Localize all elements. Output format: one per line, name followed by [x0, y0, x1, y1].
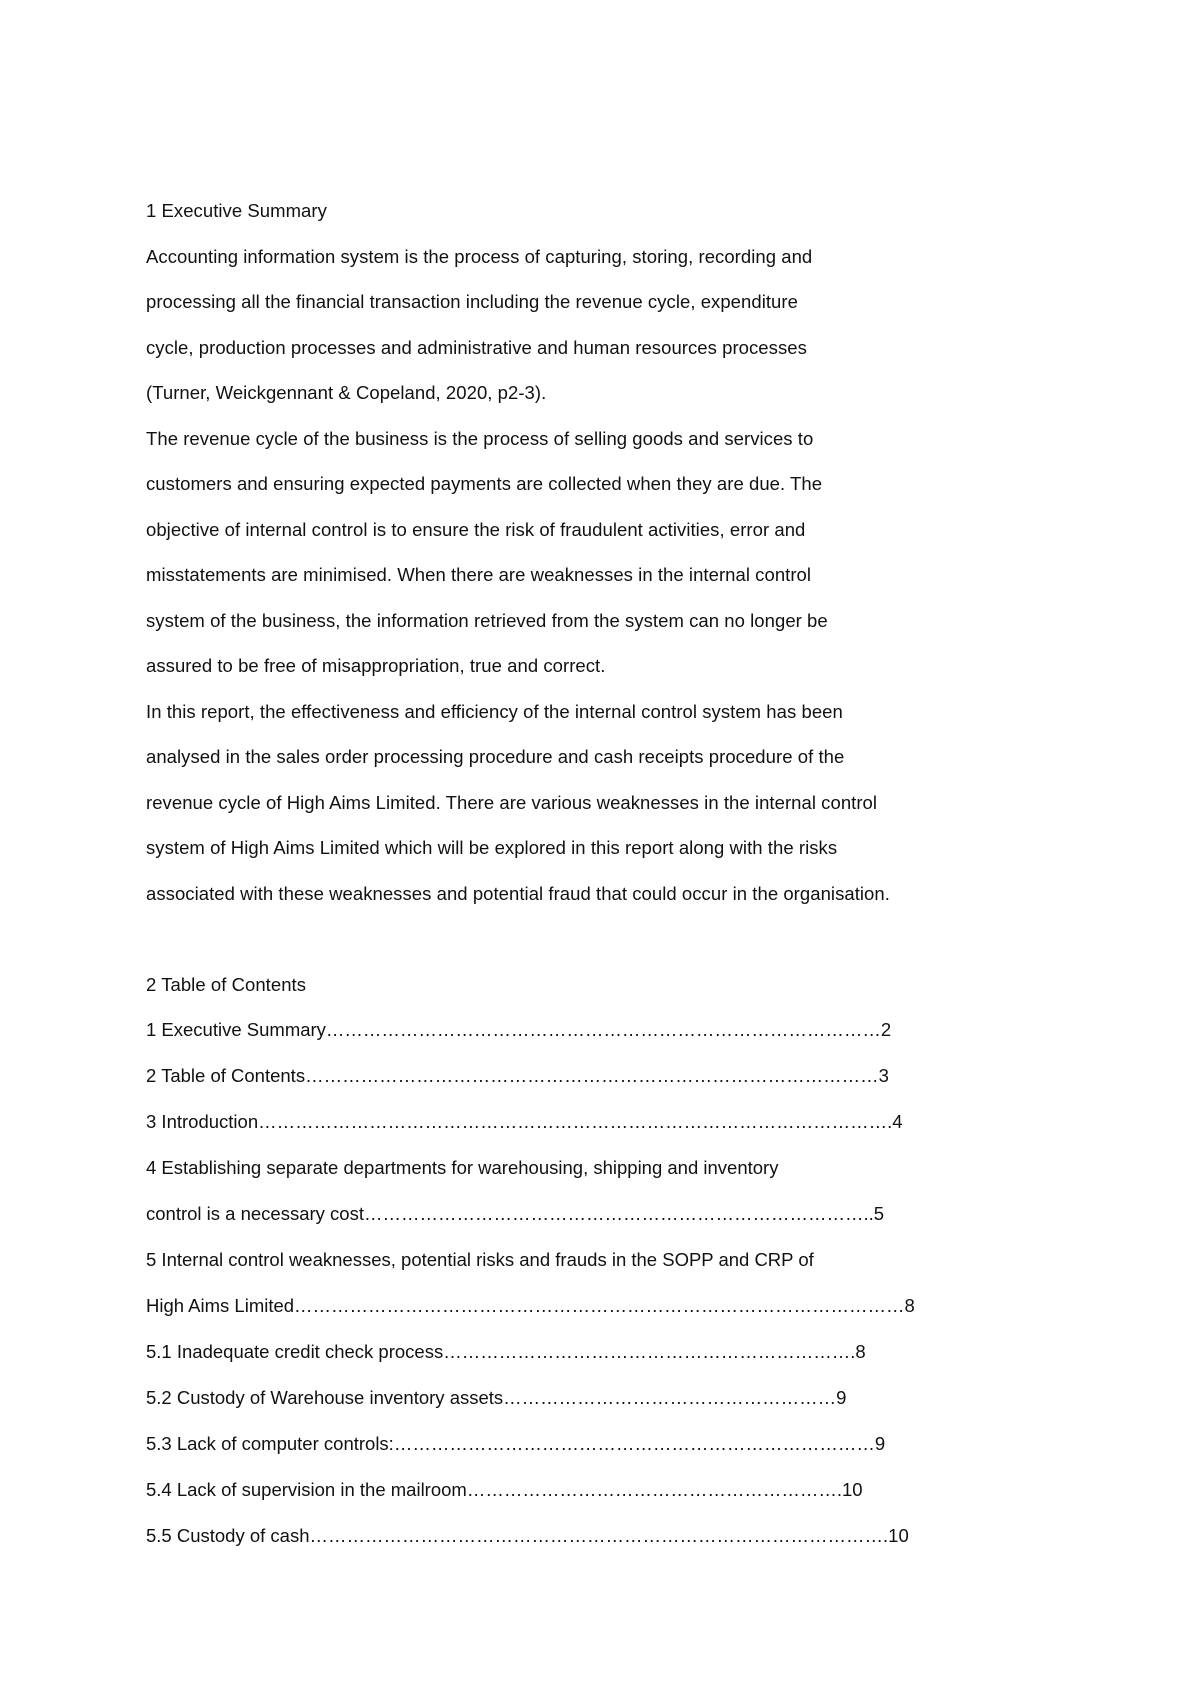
paragraph-line: system of the business, the information retrieved from the system can no longer be [146, 609, 828, 631]
paragraph-line: revenue cycle of High Aims Limited. There are various weaknesses in the internal control [146, 791, 878, 813]
section-spacer [146, 916, 1046, 962]
toc-entry: 5.4 Lack of supervision in the mailroom…………………………………………………….10 [146, 1479, 863, 1500]
executive-summary-paragraph-1 [146, 234, 1046, 416]
toc-entry: 4 Establishing separate departments for warehousing, shipping and inventory [146, 1157, 779, 1178]
paragraph-line: objective of internal control is to ensure the risk of fraudulent activities, error and [146, 518, 806, 540]
paragraph-line: analysed in the sales order processing procedure and cash receipts procedure of the [146, 746, 845, 767]
toc-entry: 5.2 Custody of Warehouse inventory assets………………………………………………9 [146, 1387, 847, 1408]
paragraph-line: (Turner, Weickgennant & Copeland, 2020, p2-3). [146, 382, 547, 403]
executive-summary-paragraph-3 [146, 689, 1046, 917]
paragraph-line: assured to be free of misappropriation, true and correct. [146, 655, 606, 676]
paragraph-line: Accounting information system is the process of capturing, storing, recording and [146, 245, 813, 267]
executive-summary-heading: 1 Executive Summary [146, 200, 327, 221]
toc-entry: 5.5 Custody of cash………………………………………………………………………………….10 [146, 1525, 909, 1546]
toc-entry: control is a necessary cost………………………………………………………………………..5 [146, 1203, 885, 1224]
paragraph-line: system of High Aims Limited which will be explored in this report along with the risks [146, 837, 838, 858]
paragraph-line: In this report, the effectiveness and efficiency of the internal control system has been [146, 700, 843, 722]
toc-entry: 5.1 Inadequate credit check process………………………………………………………….8 [146, 1341, 866, 1362]
paragraph-line: cycle, production processes and administrative and human resources processes [146, 336, 807, 358]
executive-summary-paragraph-2 [146, 416, 1046, 689]
page-content [146, 188, 1046, 1559]
toc-entry: 3 Introduction………………………………………………………………………………………….4 [146, 1111, 903, 1132]
table-of-contents-heading: 2 Table of Contents [146, 973, 307, 995]
paragraph-line: associated with these weaknesses and potential fraud that could occur in the organisation. [146, 882, 890, 904]
paragraph-line: misstatements are minimised. When there are weaknesses in the internal control [146, 564, 812, 585]
toc-entry: 5.3 Lack of computer controls:……………………………………………………………………9 [146, 1433, 886, 1454]
toc-entry: 5 Internal control weaknesses, potential risks and frauds in the SOPP and CRP of [146, 1249, 814, 1270]
toc-entry: High Aims Limited………………………………………………………………………………………8 [146, 1295, 915, 1316]
paragraph-line: customers and ensuring expected payments are collected when they are due. The [146, 473, 823, 494]
toc-entry: 1 Executive Summary………………………………………………………………………………2 [146, 1019, 892, 1040]
paragraph-line: processing all the financial transaction including the revenue cycle, expenditure [146, 291, 798, 312]
toc-entry: 2 Table of Contents…………………………………………………………………………………3 [146, 1065, 889, 1086]
paragraph-line: The revenue cycle of the business is the process of selling goods and services to [146, 427, 814, 449]
table-of-contents [146, 1007, 1046, 1559]
